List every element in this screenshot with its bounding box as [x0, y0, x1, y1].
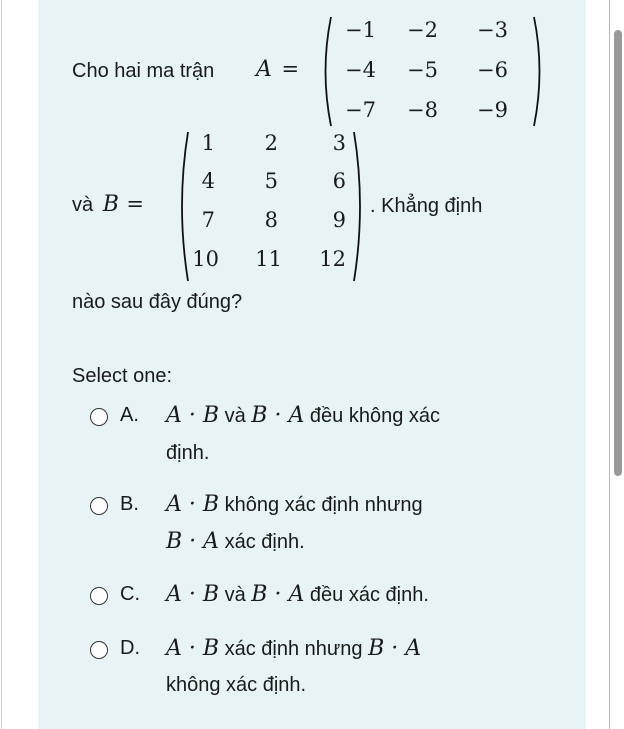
option-a-text-line2[interactable]: định.	[166, 442, 210, 464]
matrix-a-left-paren	[318, 14, 334, 129]
matrix-a-right-paren	[531, 14, 547, 129]
matrix-b-cell: 5	[264, 169, 278, 193]
matrix-a-cell: −6	[477, 58, 508, 82]
question-intro: Cho hai ma trận	[72, 60, 215, 82]
option-d-text-line2[interactable]: không xác định.	[166, 674, 307, 696]
question-last-line: nào sau đây đúng?	[72, 291, 243, 313]
matrix-a-cell: −5	[407, 58, 438, 82]
option-b-letter[interactable]: B.	[120, 493, 139, 515]
matrix-a-cell: −7	[345, 98, 376, 122]
option-a-text[interactable]: A · B và B · A đều không xác	[166, 403, 440, 428]
option-c-text[interactable]: A · B và B · A đều xác định.	[166, 582, 429, 607]
option-b-text-line2[interactable]: B · A xác định.	[166, 529, 305, 554]
matrix-b-cell: 6	[332, 169, 346, 193]
option-c-radio[interactable]	[90, 587, 108, 605]
question-continuation: . Khẳng định	[370, 195, 483, 217]
matrix-a-cell: −8	[407, 98, 438, 122]
matrix-a-cell: −1	[345, 18, 376, 42]
matrix-b-cell: 9	[332, 208, 346, 232]
option-b-text[interactable]: A · B không xác định nhưng	[166, 492, 423, 517]
matrix-a	[318, 14, 548, 129]
matrix-a-cell: −9	[477, 98, 508, 122]
matrix-b-cell: 1	[201, 131, 215, 155]
option-d-letter[interactable]: D.	[120, 637, 140, 659]
select-one-prompt: Select one:	[72, 365, 173, 387]
matrix-b-label: và B =	[72, 192, 145, 217]
matrix-a-cell: −3	[477, 18, 508, 42]
matrix-b	[175, 129, 370, 284]
matrix-b-cell: 12	[319, 247, 346, 271]
matrix-a-cell: −2	[407, 18, 438, 42]
option-a-radio[interactable]	[90, 408, 108, 426]
matrix-b-cell: 10	[192, 247, 219, 271]
matrix-a-cell: −4	[345, 58, 376, 82]
matrix-a-label: A =	[256, 57, 300, 82]
matrix-b-right-paren	[351, 129, 367, 284]
matrix-b-cell: 4	[201, 169, 215, 193]
matrix-b-cell: 7	[201, 208, 215, 232]
window-left-border	[1, 0, 2, 729]
matrix-b-cell: 3	[332, 131, 346, 155]
option-d-radio[interactable]	[90, 641, 108, 659]
matrix-b-cell: 2	[264, 131, 278, 155]
option-c-letter[interactable]: C.	[120, 583, 140, 605]
option-b-radio[interactable]	[90, 497, 108, 515]
matrix-b-cell: 8	[264, 208, 278, 232]
scrollbar-thumb[interactable]	[614, 30, 622, 476]
option-d-text[interactable]: A · B xác định nhưng B · A	[166, 636, 422, 661]
option-a-letter[interactable]: A.	[120, 404, 139, 426]
window-right-border	[609, 0, 610, 729]
matrix-b-cell: 11	[255, 247, 282, 271]
